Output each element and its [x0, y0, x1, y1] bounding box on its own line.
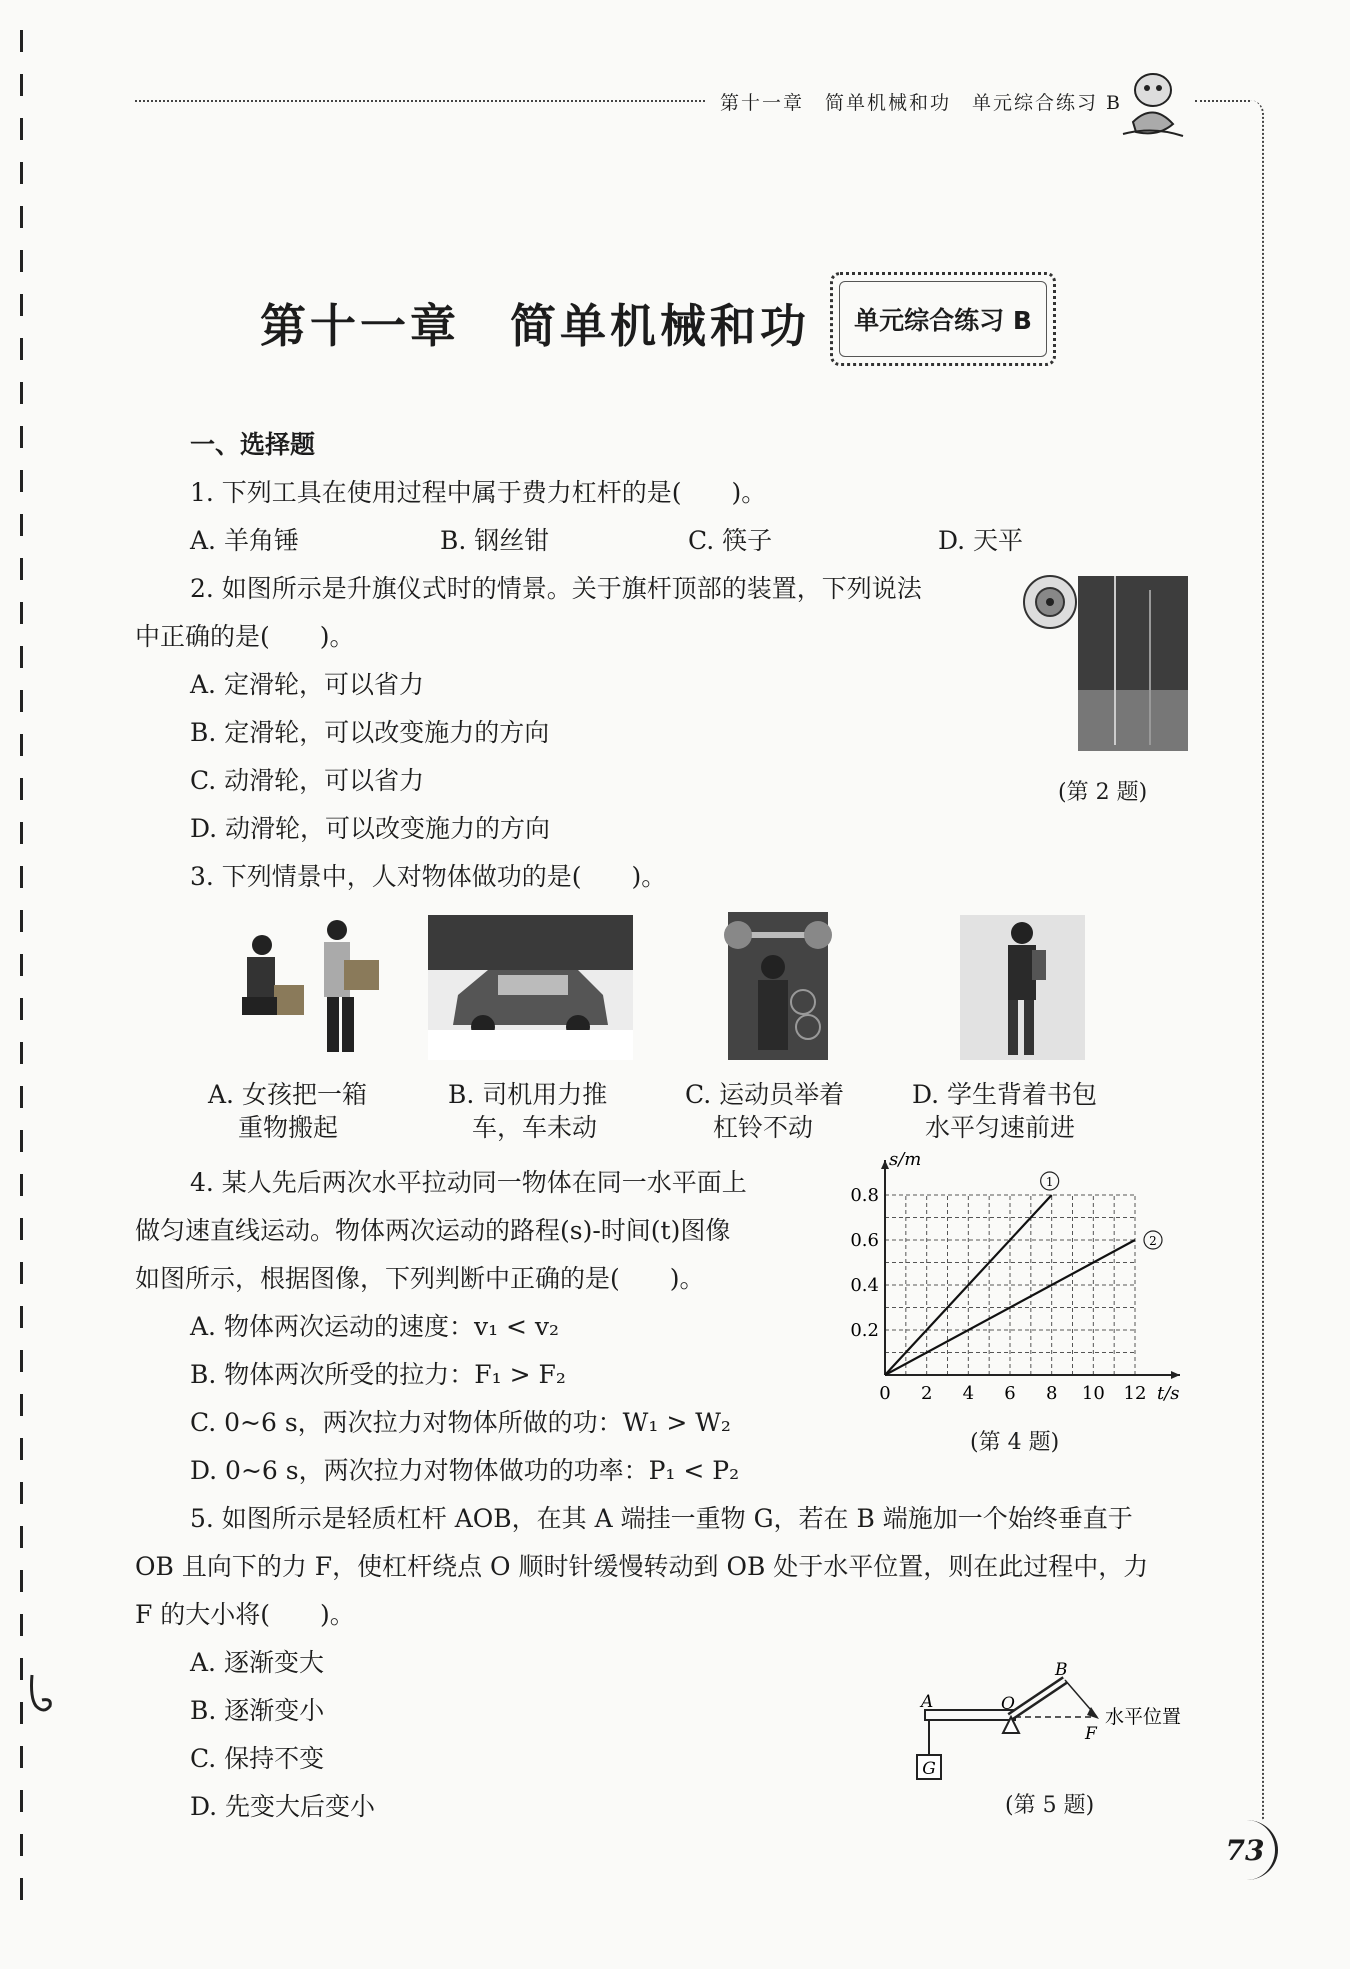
q3-caption-c-line2: 杠铃不动 — [713, 1113, 814, 1142]
running-header: 第十一章 简单机械和功 单元综合练习 B — [720, 92, 1123, 114]
q2-caption: (第 2 题) — [1058, 780, 1148, 805]
q3-caption-b-line2: 车，车未动 — [472, 1113, 598, 1142]
q4-stem-line2: 做匀速直线运动。物体两次运动的路程(s)-时间(t)图像 — [135, 1216, 731, 1245]
q4-option-c: C. 0~6 s，两次拉力对物体所做的功：W₁ > W₂ — [190, 1408, 731, 1437]
st-graph — [840, 1149, 1200, 1410]
q1-stem: 1. 下列工具在使用过程中属于费力杠杆的是( )。 — [190, 478, 767, 507]
q3-caption-c-line1: C. 运动员举着 — [685, 1080, 845, 1109]
q2-stem-line1: 2. 如图所示是升旗仪式时的情景。关于旗杆顶部的装置，下列说法 — [190, 574, 922, 603]
q5-option-d: D. 先变大后变小 — [190, 1792, 376, 1821]
header-rule-right — [1195, 100, 1250, 102]
q1-option-b: B. 钢丝钳 — [440, 526, 550, 555]
q4-caption: (第 4 题) — [970, 1430, 1060, 1455]
chapter-name: 简单机械和功 — [510, 299, 810, 353]
label-F: F — [1085, 1724, 1097, 1744]
q3-caption-b-line1: B. 司机用力推 — [448, 1080, 608, 1109]
q2-stem-line2: 中正确的是( )。 — [135, 622, 355, 651]
y-tick-label: 0.2 — [850, 1320, 879, 1341]
photo-push-car — [428, 915, 633, 1060]
q3-caption-d-line1: D. 学生背着书包 — [912, 1080, 1098, 1109]
y-tick-label: 0.4 — [850, 1275, 879, 1296]
q5-option-b: B. 逐渐变小 — [190, 1696, 325, 1725]
x-axis-arrow — [1171, 1371, 1180, 1379]
q4-stem-line3: 如图所示，根据图像，下列判断中正确的是( )。 — [135, 1264, 705, 1293]
flagpole-photo — [1020, 570, 1190, 755]
page-frame — [1250, 100, 1264, 1820]
q2-option-c: C. 动滑轮，可以省力 — [190, 766, 425, 795]
label-O: O — [1001, 1694, 1015, 1714]
chapter-title — [260, 290, 810, 356]
handwritten-mark — [22, 1670, 62, 1720]
q2-option-a: A. 定滑轮，可以省力 — [190, 670, 424, 699]
q4-option-b: B. 物体两次所受的拉力：F₁ > F₂ — [190, 1360, 566, 1389]
photo-weightlifter — [728, 912, 828, 1060]
label-horizontal: 水平位置 — [1105, 1706, 1182, 1728]
x-axis-label: t/s — [1157, 1383, 1180, 1404]
photo-girl-lifting-box — [232, 915, 392, 1060]
exercise-badge — [830, 272, 1056, 366]
y-tick-label: 0.8 — [850, 1185, 879, 1206]
label-A: A — [921, 1692, 934, 1712]
label-G: G — [922, 1759, 936, 1779]
binding-marks — [20, 30, 24, 1930]
q1-option-d: D. 天平 — [938, 526, 1024, 555]
x-tick-label: 4 — [962, 1383, 975, 1404]
page-number: 73 — [1215, 1820, 1278, 1880]
y-tick-label: 0.6 — [850, 1230, 879, 1251]
q3-caption-d-line2: 水平匀速前进 — [925, 1113, 1076, 1142]
q4-option-d: D. 0~6 s，两次拉力对物体做功的功率：P₁ < P₂ — [190, 1456, 740, 1485]
series-label-2: 2 — [1149, 1234, 1157, 1248]
x-tick-label: 10 — [1081, 1383, 1105, 1404]
q1-option-a: A. 羊角锤 — [190, 526, 299, 555]
badge-label: 单元综合练习 B — [854, 306, 1032, 335]
q2-option-b: B. 定滑轮，可以改变施力的方向 — [190, 718, 550, 747]
x-tick-label: 2 — [920, 1383, 933, 1404]
q5-stem-line2: OB 且向下的力 F，使杠杆绕点 O 顺时针缓慢转动到 OB 处于水平位置，则在此过程中，力 — [135, 1552, 1149, 1581]
header-rule — [135, 100, 705, 102]
y-axis-arrow — [881, 1160, 889, 1169]
q3-stem: 3. 下列情景中，人对物体做功的是( )。 — [190, 862, 667, 891]
label-B: B — [1055, 1660, 1068, 1680]
section-heading: 一、选择题 — [190, 430, 316, 459]
photo-student-walking — [960, 915, 1085, 1060]
q3-caption-a-line2: 重物搬起 — [238, 1113, 339, 1142]
x-tick-label: 12 — [1123, 1383, 1147, 1404]
q5-stem-line3: F 的大小将( )。 — [135, 1600, 355, 1629]
q5-option-a: A. 逐渐变大 — [190, 1648, 324, 1677]
x-tick-label: 6 — [1004, 1383, 1016, 1404]
q1-option-c: C. 筷子 — [688, 526, 773, 555]
q2-option-d: D. 动滑轮，可以改变施力的方向 — [190, 814, 551, 843]
q4-option-a: A. 物体两次运动的速度：v₁ < v₂ — [190, 1312, 560, 1341]
mascot-icon — [1118, 62, 1188, 142]
lever-diagram — [905, 1655, 1205, 1790]
x-tick-label: 0 — [879, 1383, 891, 1404]
q3-caption-a-line1: A. 女孩把一箱 — [208, 1080, 367, 1109]
y-axis-label: s/m — [889, 1149, 922, 1170]
q5-caption: (第 5 题) — [1005, 1793, 1095, 1818]
x-tick-label: 8 — [1045, 1383, 1058, 1404]
q4-stem-line1: 4. 某人先后两次水平拉动同一物体在同一水平面上 — [190, 1168, 747, 1197]
q5-option-c: C. 保持不变 — [190, 1744, 325, 1773]
q5-stem-line1: 5. 如图所示是轻质杠杆 AOB，在其 A 端挂一重物 G，若在 B 端施加一个始终垂直于 — [190, 1504, 1133, 1533]
chapter-number: 第十一章 — [260, 299, 460, 353]
series-label-1: 1 — [1045, 1175, 1054, 1189]
